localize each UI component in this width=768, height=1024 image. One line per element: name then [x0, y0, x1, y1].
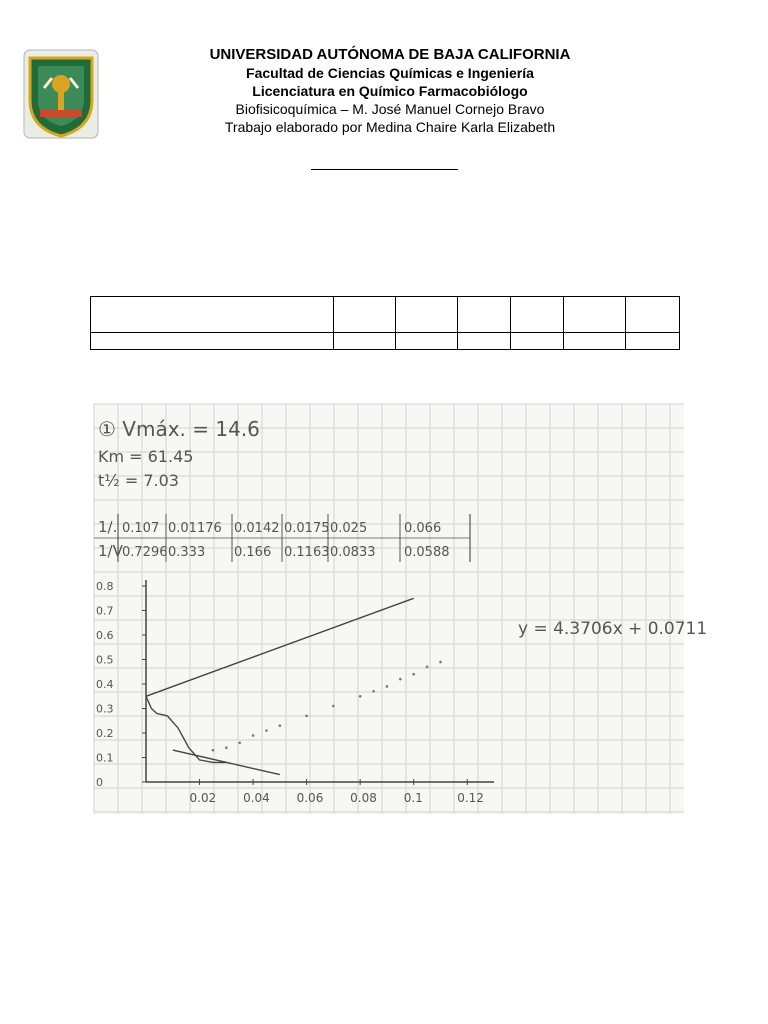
hw-cell-row2: 0.0833 [330, 545, 376, 560]
regression-equation: y = 4.3706x + 0.0711 [518, 619, 708, 639]
hw-cell-row1: 0.0175 [284, 521, 330, 536]
y-tick-label: 0.7 [96, 604, 114, 618]
data-point [332, 705, 335, 708]
handwritten-table [94, 514, 470, 562]
table-cell [626, 333, 680, 350]
data-point [238, 742, 241, 745]
data-point [359, 695, 362, 698]
hw-cell-row2: 0.1163 [284, 545, 330, 560]
data-point [372, 690, 375, 693]
table-cell [91, 297, 334, 333]
title-rule [311, 169, 458, 170]
table-cell [458, 333, 511, 350]
table-cell [458, 297, 511, 333]
table-cell [334, 333, 396, 350]
hw-cell-row1: 0.0142 [234, 521, 280, 536]
empty-data-table [90, 296, 680, 350]
faculty-name: Facultad de Ciencias Químicas e Ingeniería [246, 65, 534, 81]
hw-cell-row1: 0.01176 [168, 521, 222, 536]
table-cell [91, 333, 334, 350]
vmax-note: ① Vmáx. = 14.6 [98, 417, 260, 441]
table-cell [626, 297, 680, 333]
data-point [212, 749, 215, 752]
data-point [439, 661, 442, 664]
document-header [150, 46, 630, 136]
y-tick-label: 0.1 [96, 751, 114, 765]
y-tick-label: 0.5 [96, 653, 114, 667]
x-tick-label: 0.1 [403, 791, 423, 805]
y-tick-label: 0.6 [96, 629, 114, 642]
table-cell [564, 333, 626, 350]
hw-cell-row1: 0.107 [122, 521, 160, 536]
y-tick-label: 0.8 [96, 580, 114, 593]
table-cell [396, 333, 458, 350]
table-cell [564, 297, 626, 333]
y-tick-label: 0 [96, 776, 103, 789]
university-logo [22, 48, 100, 140]
table-row [91, 297, 680, 333]
data-point [399, 678, 402, 681]
x-tick-label: 0.02 [189, 791, 217, 805]
graph-paper [94, 404, 708, 814]
university-name: UNIVERSIDAD AUTÓNOMA DE BAJA CALIFORNIA [209, 46, 571, 63]
data-point [412, 673, 415, 676]
x-tick-label: 0.12 [457, 791, 484, 805]
data-point [265, 729, 268, 732]
x-tick-label: 0.06 [296, 791, 324, 805]
hw-cell-row2: 0.166 [234, 545, 272, 560]
thalf-note: t½ = 7.03 [98, 471, 179, 490]
course-line: Biofisicoquímica – M. José Manuel Cornejo Bravo [235, 101, 545, 117]
handwritten-graph-photo [94, 404, 708, 814]
data-point [305, 715, 308, 718]
table-cell [334, 297, 396, 333]
data-point [426, 666, 429, 669]
data-point [386, 685, 389, 688]
table-cell [511, 333, 564, 350]
author-line: Trabajo elaborado por Medina Chaire Karla Elizabeth [224, 119, 556, 135]
hw-row1-label: 1/. [98, 518, 118, 536]
hw-cell-row1: 0.025 [330, 521, 368, 536]
data-point [252, 734, 255, 737]
x-tick-label: 0.08 [350, 791, 377, 805]
hw-cell-row2: 0.0588 [404, 545, 450, 560]
hw-cell-row1: 0.066 [404, 521, 442, 536]
hw-row2-label: 1/V [98, 542, 123, 560]
ubc-crest-icon [22, 48, 100, 140]
hw-cell-row2: 0.333 [168, 545, 206, 560]
km-note: Km = 61.45 [98, 447, 194, 466]
hw-cell-row2: 0.7296 [122, 545, 168, 560]
table-cell [511, 297, 564, 333]
y-tick-label: 0.3 [96, 702, 114, 716]
y-tick-label: 0.4 [96, 678, 114, 691]
data-point [225, 746, 228, 749]
table-row [91, 333, 680, 350]
x-tick-label: 0.04 [243, 791, 270, 805]
degree-name: Licenciatura en Químico Farmacobiólogo [252, 83, 528, 99]
data-point [279, 724, 282, 727]
table-cell [396, 297, 458, 333]
y-tick-label: 0.2 [96, 727, 114, 740]
